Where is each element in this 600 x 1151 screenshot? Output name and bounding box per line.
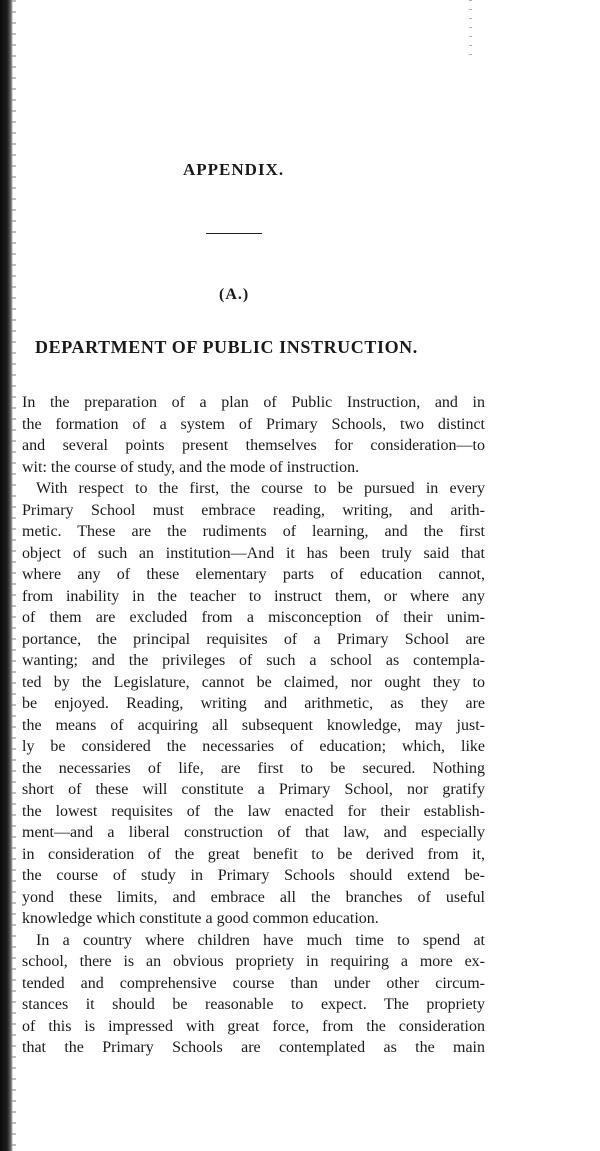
text-line: yond these limits, and embrace all the branches of useful [22, 888, 485, 906]
text-line: where any of these elementary parts of education cannot, [22, 566, 485, 583]
text-line: the course of study in Primary Schools should extend be- [22, 867, 485, 884]
text-line: of this is impressed with great force, from the consideration [22, 1017, 485, 1035]
text-line: the necessaries of life, are first to be secured. Nothing [22, 759, 485, 777]
text-line: ly be considered the necessaries of education; which, like [22, 738, 485, 755]
text-line: short of these will constitute a Primary School, nor gratify [22, 781, 485, 798]
text-line: in consideration of the great benefit to be derived from it, [22, 845, 485, 863]
body-text [22, 392, 485, 1059]
text-line: wit: the course of study, and the mode of instruction. [22, 458, 360, 476]
text-line: the means of acquiring all subsequent knowledge, may just- [22, 716, 485, 734]
text-line: the formation of a system of Primary Schools, two distinct [22, 415, 485, 433]
appendix-heading: APPENDIX. [183, 160, 285, 179]
text-line: With respect to the first, the course to be pursued in every [36, 480, 485, 497]
text-line: school, there is an obvious propriety in requiring a more ex- [22, 953, 485, 970]
text-line: that the Primary Schools are contemplated as the main [22, 1039, 485, 1056]
text-line: from inability in the teacher to instruct them, or where any [22, 587, 485, 605]
text-line: stances it should be reasonable to expect. The propriety [22, 996, 485, 1013]
text-line: tended and comprehensive course than under other circum- [22, 974, 485, 992]
section-label: (A.) [219, 286, 250, 303]
text-line: of them are excluded from a misconception of their unim- [22, 609, 485, 626]
text-line: knowledge which constitute a good common education. [22, 910, 379, 927]
text-line: the lowest requisites of the law enacted for their establish- [22, 802, 485, 820]
text-line: wanting; and the privileges of such a school as contempla- [22, 652, 485, 669]
text-line: In the preparation of a plan of Public Instruction, and in [22, 394, 485, 411]
text-line: be enjoyed. Reading, writing and arithmetic, as they are [22, 695, 485, 712]
text-line: object of such an institution—And it has been truly said that [22, 544, 485, 562]
heading-rule [206, 233, 262, 234]
section-title: DEPARTMENT OF PUBLIC INSTRUCTION. [35, 337, 418, 357]
scan-specks [469, 0, 472, 60]
text-line: metic. These are the rudiments of learning, and the first [22, 523, 485, 540]
binding-specks [12, 0, 16, 1151]
text-line: Primary School must embrace reading, writing, and arith- [22, 501, 485, 519]
text-line: ted by the Legislature, cannot be claimed, nor ought they to [22, 673, 485, 691]
text-line: and several points present themselves for consideration—to [22, 437, 485, 454]
text-line: ment—and a liberal construction of that law, and especially [22, 824, 485, 841]
text-line: In a country where children have much time to spend at [36, 931, 485, 949]
text-line: portance, the principal requisites of a Primary School are [22, 630, 485, 648]
